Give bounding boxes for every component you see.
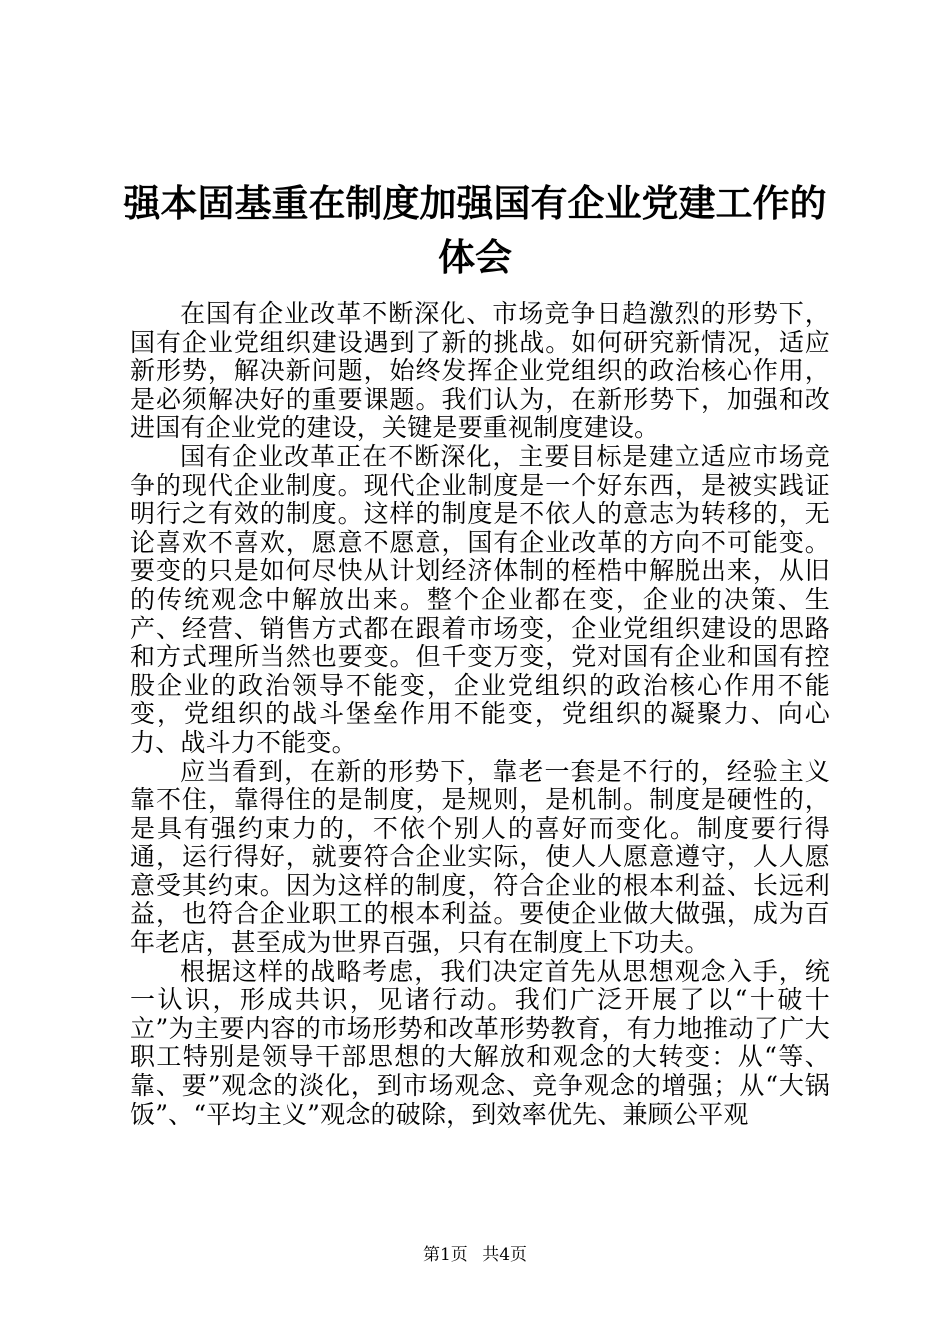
paragraph-1: 在国有企业改革不断深化、市场竞争日趋激烈的形势下，国有企业党组织建设遇到了新的挑战。如何研究新情况，适应新形势，解决新问题，始终发挥企业党组织的政治核心作用，是必须解决好的重要课题。我们认为，在新形势下，加强和改进国有企业党的建设，关键是要重视制度建设。	[130, 299, 830, 443]
document-title: 强本固基重在制度加强国有企业党建工作的体会	[123, 181, 827, 279]
page-footer	[0, 1244, 950, 1266]
document-body	[130, 300, 830, 1129]
paragraph-2: 国有企业改革正在不断深化，主要目标是建立适应市场竞争的现代企业制度。现代企业制度是一个好东西，是被实践证明行之有效的制度。这样的制度是不依人的意志为转移的，无论喜欢不喜欢，愿意不愿意，国有企业改革的方向不可能变。要变的只是如何尽快从计划经济体制的桎梏中解脱出来，从旧的传统观念中解放出来。整个企业都在变，企业的决策、生产、经营、销售方式都在跟着市场变，企业党组织建设的思路和方式理所当然也要变。但千变万变，党对国有企业和国有控股企业的政治领导不能变，企业党组织的政治核心作用不能变，党组织的战斗堡垒作用不能变，党组织的凝聚力、向心力、战斗力不能变。	[130, 441, 830, 757]
paragraph-4: 根据这样的战略考虑，我们决定首先从思想观念入手，统一认识，形成共识，见诸行动。我们广泛开展了以“十破十立”为主要内容的市场形势和改革形势教育，有力地推动了广大职工特别是领导干部思想的大解放和观念的大转变：从“等、靠、要”观念的淡化，到市场观念、竞争观念的增强；从“大锅饭”、“平均主义”观念的破除，到效率优先、兼顾公平观	[130, 956, 830, 1129]
paragraph-3: 应当看到，在新的形势下，靠老一套是不行的，经验主义靠不住，靠得住的是制度，是规则，是机制。制度是硬性的，是具有强约束力的，不依个别人的喜好而变化。制度要行得通，运行得好，就要符合企业实际，使人人愿意遵守，人人愿意受其约束。因为这样的制度，符合企业的根本利益、长远利益，也符合企业职工的根本利益。要使企业做大做强，成为百年老店，甚至成为世界百强，只有在制度上下功夫。	[130, 756, 830, 958]
page-total: 共4页	[482, 1245, 528, 1265]
page-number: 第1页	[422, 1245, 468, 1265]
